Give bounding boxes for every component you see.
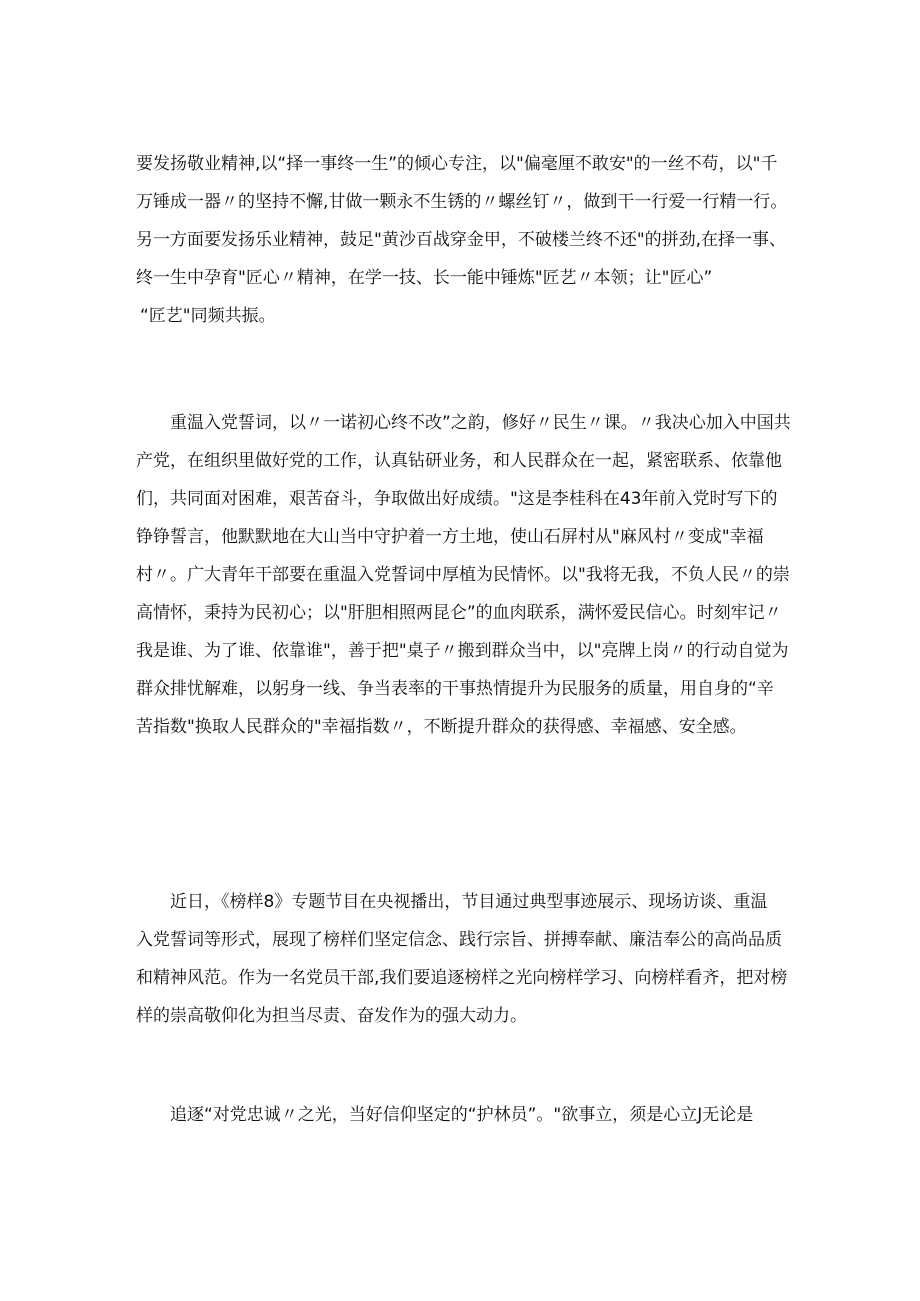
- text-line: 终一生中孕育"匠心〃精神，在学一技、长一能中锤炼"匠艺〃本领；让"匠心”: [136, 268, 713, 288]
- text-line: 产党，在组织里做好党的工作，认真钻研业务，和人民群众在一起，紧密联系、依靠他: [136, 451, 782, 471]
- text-line: “匠艺"同频共振。: [140, 306, 276, 326]
- text-line: 和精神风范。作为一名党员干部,我们要追逐榜样之光向榜样学习、向榜样看齐，把对榜: [136, 968, 788, 988]
- text-line: 高情怀，秉持为民初心；以"肝胆相照两昆仑”的血肉联系，满怀爱民信心。时刻牢记〃: [136, 603, 782, 623]
- text-line: 村〃。广大青年干部要在重温入党誓词中厚植为民情怀。以"我将无我，不负人民〃的崇: [136, 565, 790, 585]
- text-line: 苦指数"换取人民群众的"幸福指数〃，不断提升群众的获得感、幸福感、安全感。: [136, 717, 747, 737]
- text-line: 入党誓词等形式，展现了榜样们坚定信念、践行宗旨、拼搏奉献、廉洁奉公的高尚品质: [136, 930, 782, 950]
- text-line: 群众排忧解难，以躬身一线、争当表率的干事热情提升为民服务的质量，用自身的“辛: [136, 679, 774, 699]
- text-line: 重温入党誓词，以〃一诺初心终不改”之韵，修好〃民生〃课。〃我决心加入中国共: [170, 413, 791, 433]
- paragraph-role-models: [136, 883, 796, 1035]
- text-line: 们，共同面对困难，艰苦奋斗，争取做出好成绩。"这是李桂科在43年前入党时写下的: [136, 489, 778, 509]
- text-line: 我是谁、为了谁、依靠谁"，善于把"桌子〃搬到群众当中，以"亮牌上岗〃的行动自觉为: [136, 641, 789, 661]
- text-line: 追逐“对党忠诚〃之光，当好信仰坚定的“护林员”。"欲事立，须是心立J无论是: [170, 1105, 754, 1125]
- paragraph-loyalty: [136, 1096, 796, 1134]
- paragraph-craftsmanship: [136, 145, 796, 335]
- text-line: 另一方面要发扬乐业精神，鼓足"黄沙百战穿金甲，不破楼兰终不还"的拼劲,在择一事、: [136, 230, 787, 250]
- text-line: 样的崇高敬仰化为担当尽责、奋发作为的强大动力。: [136, 1006, 527, 1026]
- text-line: 要发扬敬业精神,以“择一事终一生”的倾心专注，以"偏毫厘不敢安"的一丝不苟，以"千: [136, 154, 778, 174]
- paragraph-party-oath: [136, 404, 796, 746]
- text-line: 近日，《榜样8》专题节目在央视播出，节目通过典型事迹展示、现场访谈、重温: [170, 892, 768, 912]
- text-line: 铮铮誓言，他默默地在大山当中守护着一方土地，使山石屏村从"麻风村〃变成"幸福: [136, 527, 764, 547]
- text-line: 万锤成一器〃的坚持不懈,甘做一颗永不生锈的〃螺丝钉〃，做到干一行爱一行精一行。: [136, 192, 788, 212]
